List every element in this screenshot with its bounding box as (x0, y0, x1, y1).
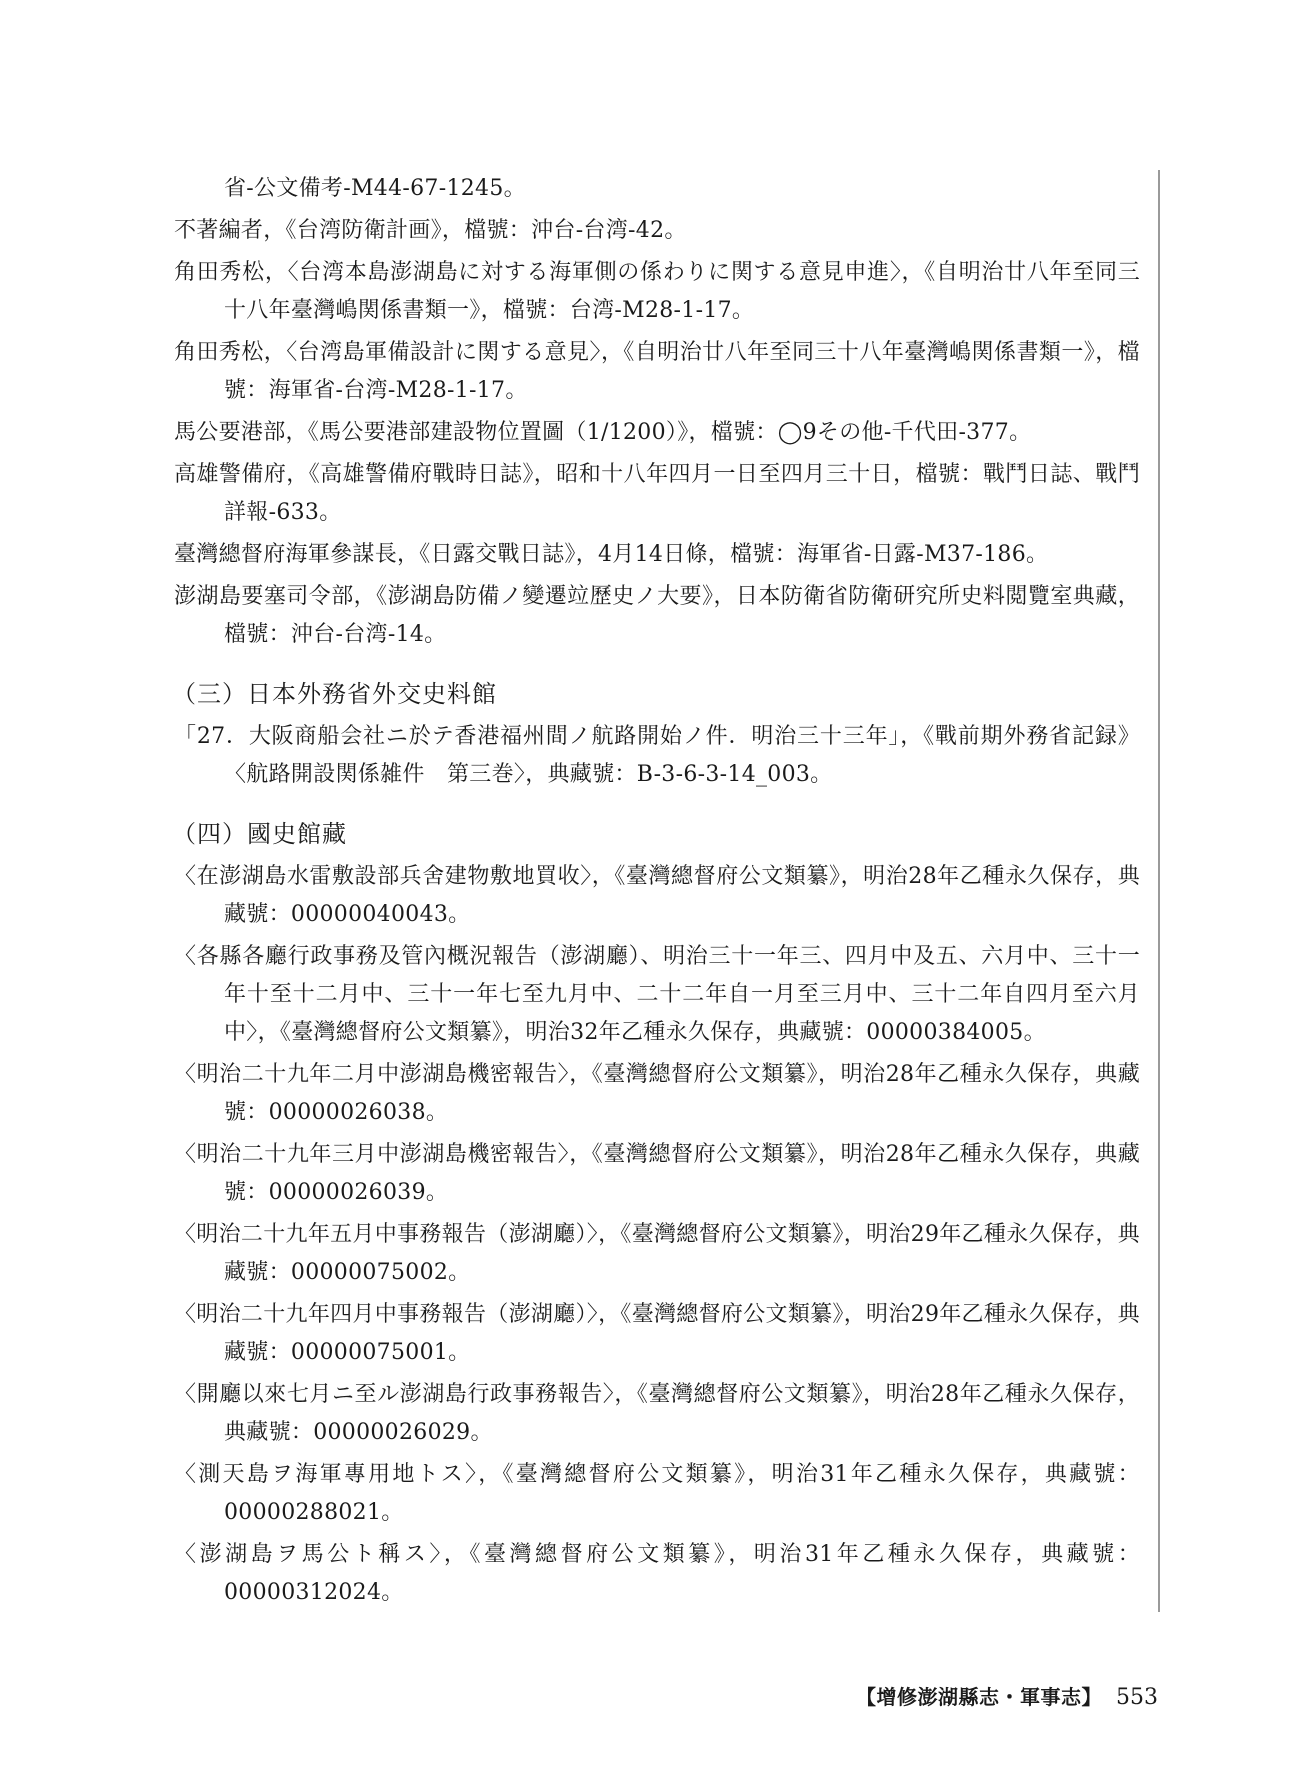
section-heading-foreign-ministry: （三）日本外務省外交史料館 (172, 680, 497, 708)
reference-entry: 〈明治二十九年四月中事務報告（澎湖廳）〉，《臺灣總督府公文類纂》，明治29年乙種永久保存，典藏號：00000075001。 (174, 1302, 1140, 1365)
reference-entry: 〈測天島ヲ海軍專用地トス〉，《臺灣總督府公文類纂》，明治31年乙種永久保存，典藏號：00000288021。 (174, 1462, 1140, 1525)
book-title: 【增修澎湖縣志・軍事志】 (856, 1685, 1102, 1709)
page-footer (856, 1683, 1158, 1712)
page-content (174, 170, 1140, 1616)
section-heading-academia-historica: （四）國史館藏 (172, 820, 347, 848)
reference-entry: 角田秀松，〈台湾島軍備設計に関する意見〉，《自明治廿八年至同三十八年臺灣嶋関係書類一》，檔號：海軍省-台湾-M28-1-17。 (174, 340, 1140, 403)
reference-entry: 〈明治二十九年三月中澎湖島機密報告〉，《臺灣總督府公文類纂》，明治28年乙種永久保存，典藏號：00000026039。 (174, 1142, 1140, 1205)
margin-rule (1158, 170, 1160, 1612)
reference-entry: 省-公文備考-M44-67-1245。 (224, 176, 526, 201)
reference-entry: 〈在澎湖島水雷敷設部兵舍建物敷地買收〉，《臺灣總督府公文類纂》，明治28年乙種永久保存，典藏號：00000040043。 (174, 864, 1140, 927)
reference-entry: 角田秀松，〈台湾本島澎湖島に対する海軍側の係わりに関する意見申進〉，《自明治廿八年至同三十八年臺灣嶋関係書類一》，檔號：台湾-M28-1-17。 (174, 260, 1140, 323)
reference-entry: 〈澎湖島ヲ馬公ト稱ス〉，《臺灣總督府公文類纂》，明治31年乙種永久保存，典藏號：00000312024。 (174, 1542, 1140, 1605)
reference-entry: 〈各縣各廳行政事務及管內概況報告（澎湖廳）、明治三十一年三、四月中及五、六月中、三十一年十至十二月中、三十一年七至九月中、二十二年自一月至三月中、三十二年自四月至六月中〉，《臺灣總督府公文類纂》，明治32年乙種永久保存，典藏號：00000384005。 (174, 944, 1140, 1045)
reference-entry: 高雄警備府，《高雄警備府戰時日誌》，昭和十八年四月一日至四月三十日，檔號：戰鬥日誌、戰鬥詳報-633。 (174, 462, 1140, 525)
reference-entry: 〈開廳以來七月ニ至ル澎湖島行政事務報告〉，《臺灣總督府公文類纂》，明治28年乙種永久保存，典藏號：00000026029。 (174, 1382, 1140, 1445)
reference-entry: 〈明治二十九年二月中澎湖島機密報告〉，《臺灣總督府公文類纂》，明治28年乙種永久保存，典藏號：00000026038。 (174, 1062, 1140, 1125)
page-number: 553 (1116, 1685, 1158, 1710)
reference-entry: 臺灣總督府海軍參謀長，《日露交戰日誌》，4月14日條，檔號：海軍省-日露-M37-186。 (174, 542, 1049, 567)
reference-entry: 不著編者，《台湾防衛計画》，檔號：沖台-台湾-42。 (174, 218, 687, 243)
reference-entry: 〈明治二十九年五月中事務報告（澎湖廳）〉，《臺灣總督府公文類纂》，明治29年乙種永久保存，典藏號：00000075002。 (174, 1222, 1140, 1285)
reference-entry: 「27．大阪商船会社ニ於テ香港福州間ノ航路開始ノ件．明治三十三年」，《戰前期外務省記録》〈航路開設関係雑件 第三巻〉，典藏號：B-3-6-3-14_003。 (174, 724, 1140, 787)
reference-entry: 澎湖島要塞司令部，《澎湖島防備ノ變遷竝歷史ノ大要》，日本防衛省防衛研究所史料閲覽室典藏，檔號：沖台-台湾-14。 (174, 584, 1140, 647)
reference-entry: 馬公要港部，《馬公要港部建設物位置圖（1/1200）》，檔號：◯9その他-千代田-377。 (174, 420, 1032, 445)
